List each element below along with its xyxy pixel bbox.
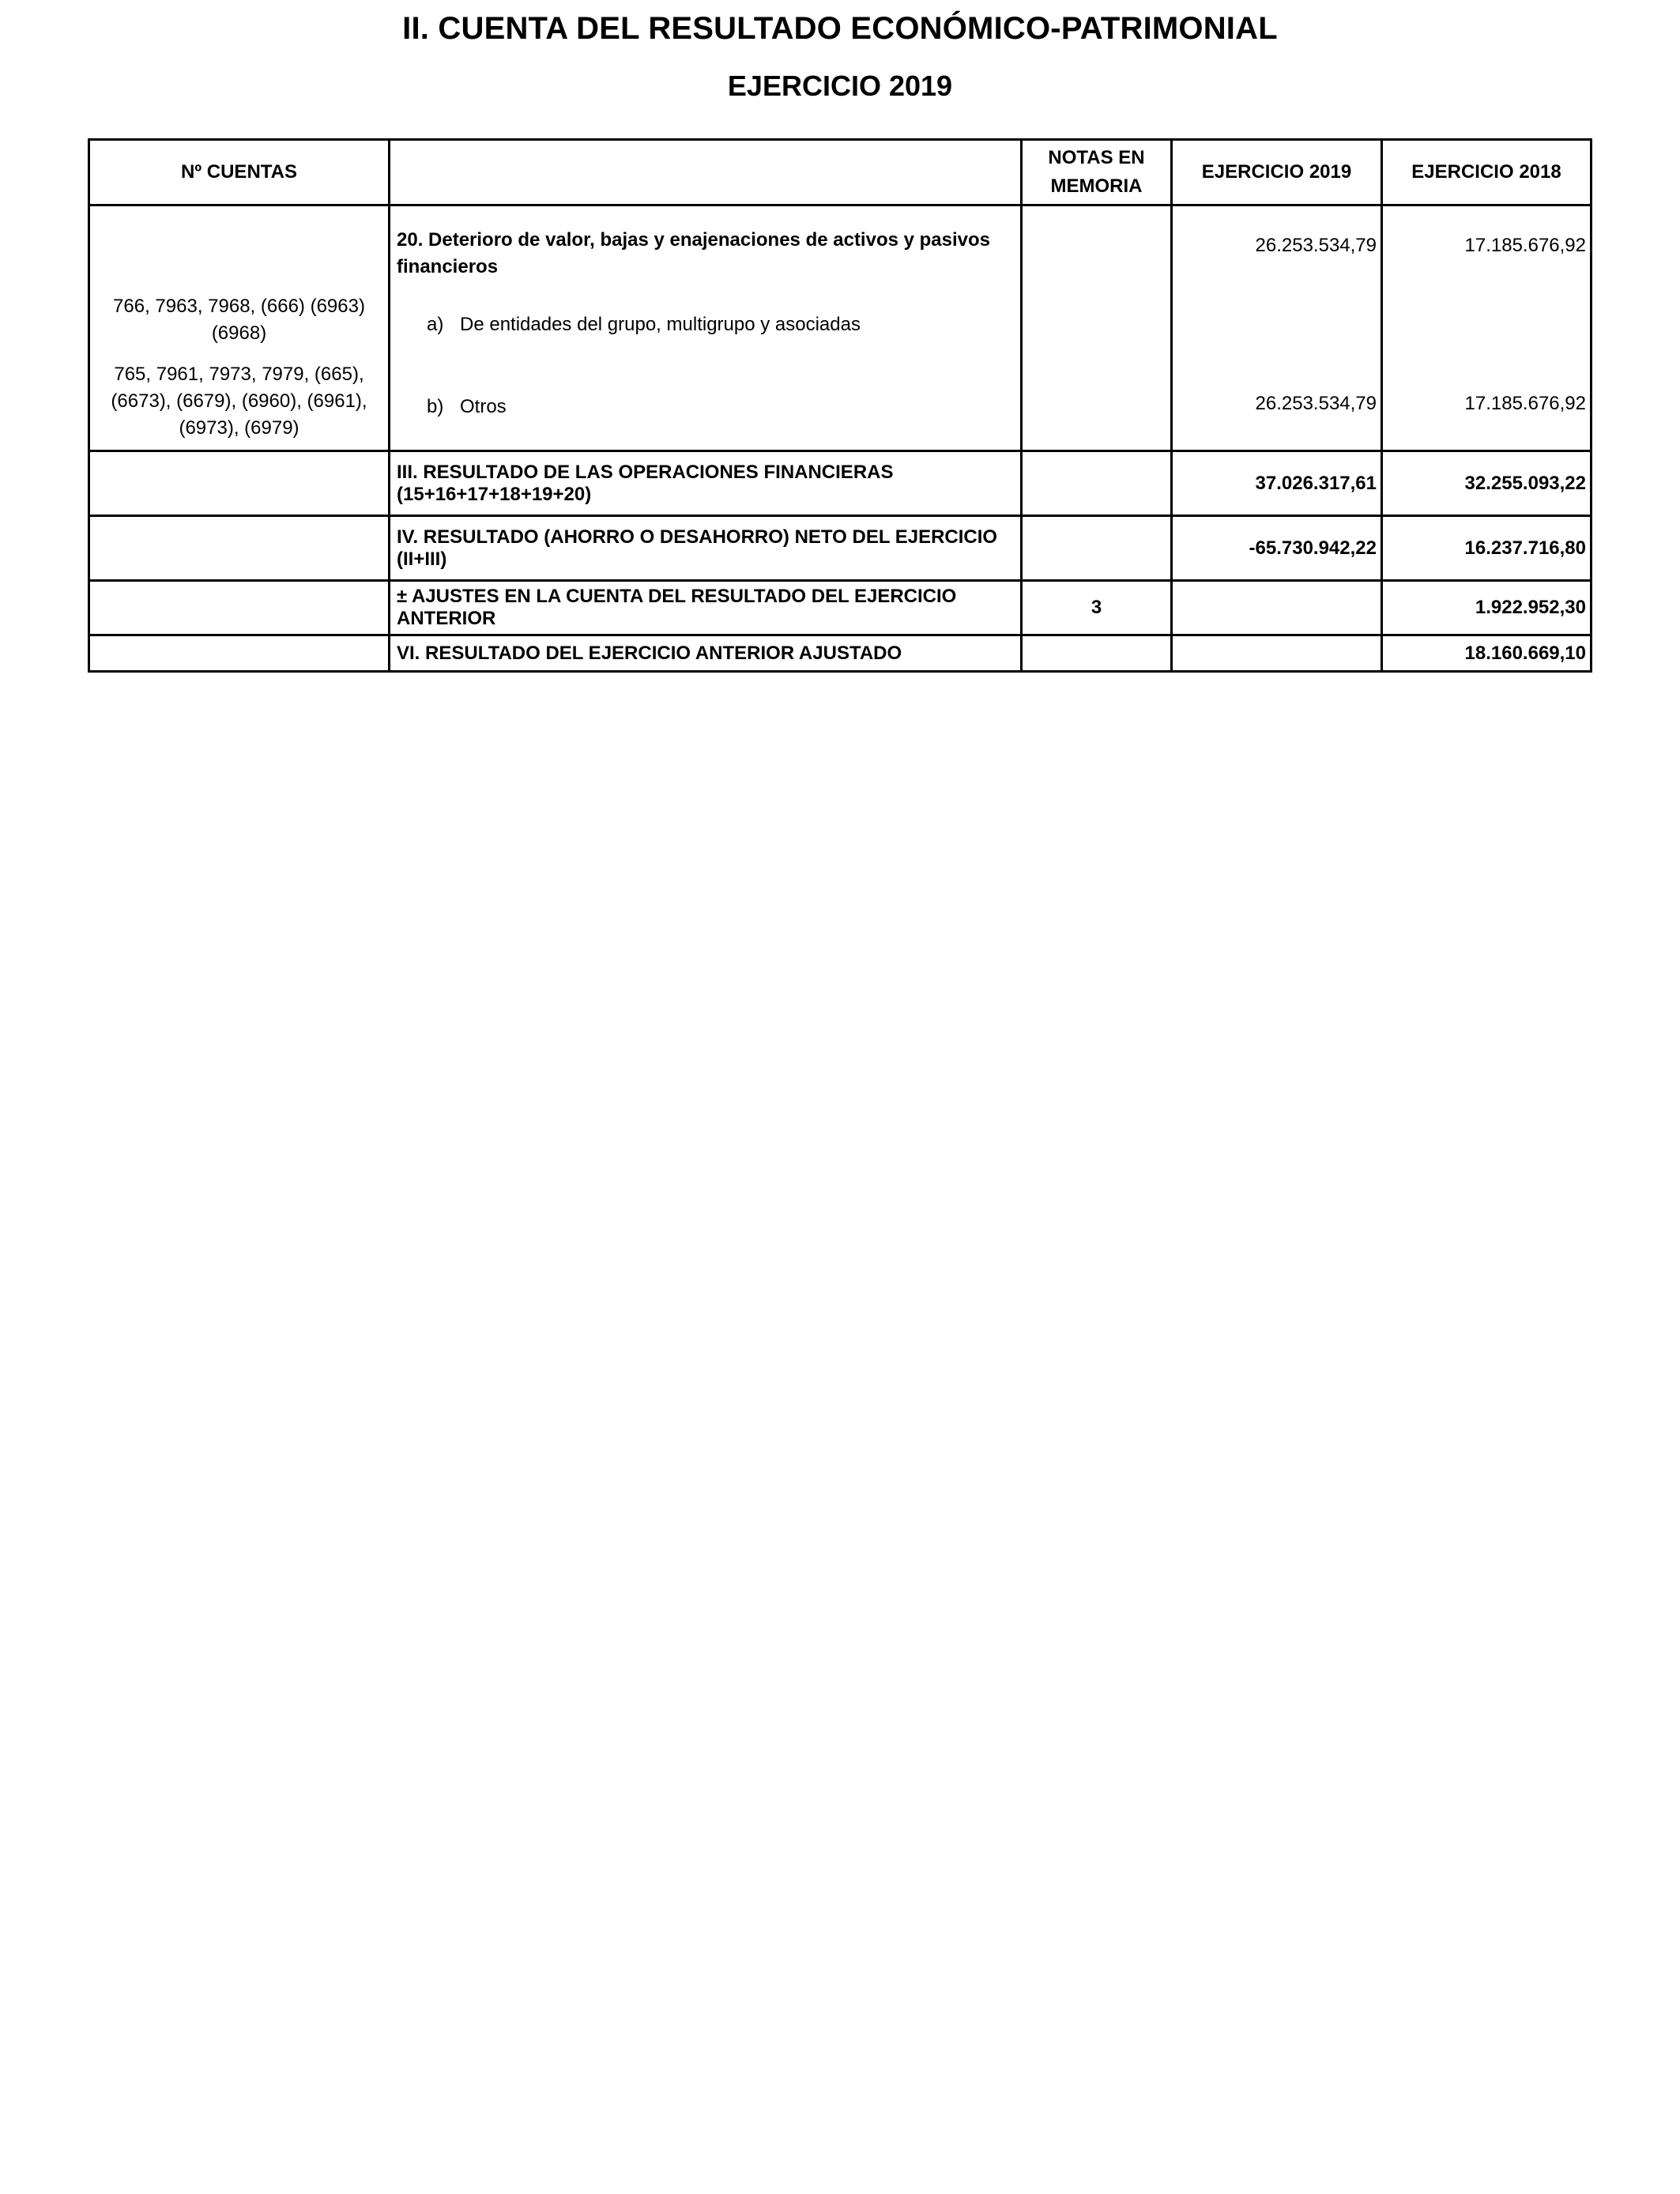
row-label: VI. RESULTADO DEL EJERCICIO ANTERIOR AJUSTADO [390, 635, 1022, 672]
header-cuentas: Nº CUENTAS [89, 140, 390, 205]
row-notas [1022, 516, 1172, 581]
cuentas-sub-b: 765, 7961, 7973, 7979, (665), (6673), (6679), (6960), (6961), (6973), (6979) [111, 364, 367, 439]
sub-a-label: De entidades del grupo, multigrupo y asociadas [460, 314, 861, 335]
sub-b-ejercicio-2019: 26.253.534,79 [1255, 393, 1377, 414]
row-ejercicio-2019: 37.026.317,61 [1172, 451, 1382, 516]
header-notas-line2: MEMORIA [1050, 175, 1143, 197]
row-ejercicio-2018: 18.160.669,10 [1382, 635, 1591, 672]
row-label: IV. RESULTADO (AHORRO O DESAHORRO) NETO DEL EJERCICIO (II+III) [390, 516, 1022, 581]
sub-a-letter: a) [427, 314, 444, 335]
header-notas-line1: NOTAS EN [1048, 147, 1145, 168]
sub-b-ejercicio-2018: 17.185.676,92 [1464, 393, 1586, 414]
row-ejercicio-2018: 32.255.093,22 [1382, 451, 1591, 516]
row-ejercicio-2019 [1172, 581, 1382, 635]
row-label: III. RESULTADO DE LAS OPERACIONES FINANCIERAS (15+16+17+18+19+20) [390, 451, 1022, 516]
row-label: ± AJUSTES EN LA CUENTA DEL RESULTADO DEL EJERCICIO ANTERIOR [390, 581, 1022, 635]
cell-cuentas-block [89, 205, 390, 451]
cell-cuentas [89, 635, 390, 672]
cell-notas-block [1022, 205, 1172, 451]
item-20-ejercicio-2019: 26.253.534,79 [1255, 235, 1377, 256]
cell-cuentas [89, 516, 390, 581]
cell-ejercicio-2019-block [1172, 205, 1382, 451]
sub-b-letter: b) [427, 396, 444, 417]
cell-cuentas [89, 581, 390, 635]
result-table [88, 138, 1592, 673]
table-row [89, 451, 1591, 516]
document-subtitle: EJERCICIO 2019 [727, 70, 953, 102]
table-row-item-20 [89, 205, 1591, 451]
item-20-label: 20. Deterioro de valor, bajas y enajenaciones de activos y pasivos financieros [397, 229, 991, 277]
document-title: II. CUENTA DEL RESULTADO ECONÓMICO-PATRIMONIAL [402, 11, 1278, 46]
sub-b-label: Otros [460, 396, 507, 417]
cuentas-sub-a: 766, 7963, 7968, (666) (6963) (6968) [113, 296, 365, 344]
header-ejercicio-2018: EJERCICIO 2018 [1382, 140, 1591, 205]
table-row [89, 635, 1591, 672]
table-row [89, 516, 1591, 581]
row-notas [1022, 635, 1172, 672]
header-ejercicio-2019: EJERCICIO 2019 [1172, 140, 1382, 205]
cell-ejercicio-2018-block [1382, 205, 1591, 451]
row-ejercicio-2019: -65.730.942,22 [1172, 516, 1382, 581]
item-20-ejercicio-2018: 17.185.676,92 [1464, 235, 1586, 256]
row-ejercicio-2018: 16.237.716,80 [1382, 516, 1591, 581]
cell-cuentas [89, 451, 390, 516]
header-descripcion [390, 140, 1022, 205]
table-header-row [89, 140, 1591, 205]
row-notas: 3 [1022, 581, 1172, 635]
cell-descripcion-block [390, 205, 1022, 451]
header-notas [1022, 140, 1172, 205]
row-ejercicio-2019 [1172, 635, 1382, 672]
row-notas [1022, 451, 1172, 516]
table-row [89, 581, 1591, 635]
row-ejercicio-2018: 1.922.952,30 [1382, 581, 1591, 635]
